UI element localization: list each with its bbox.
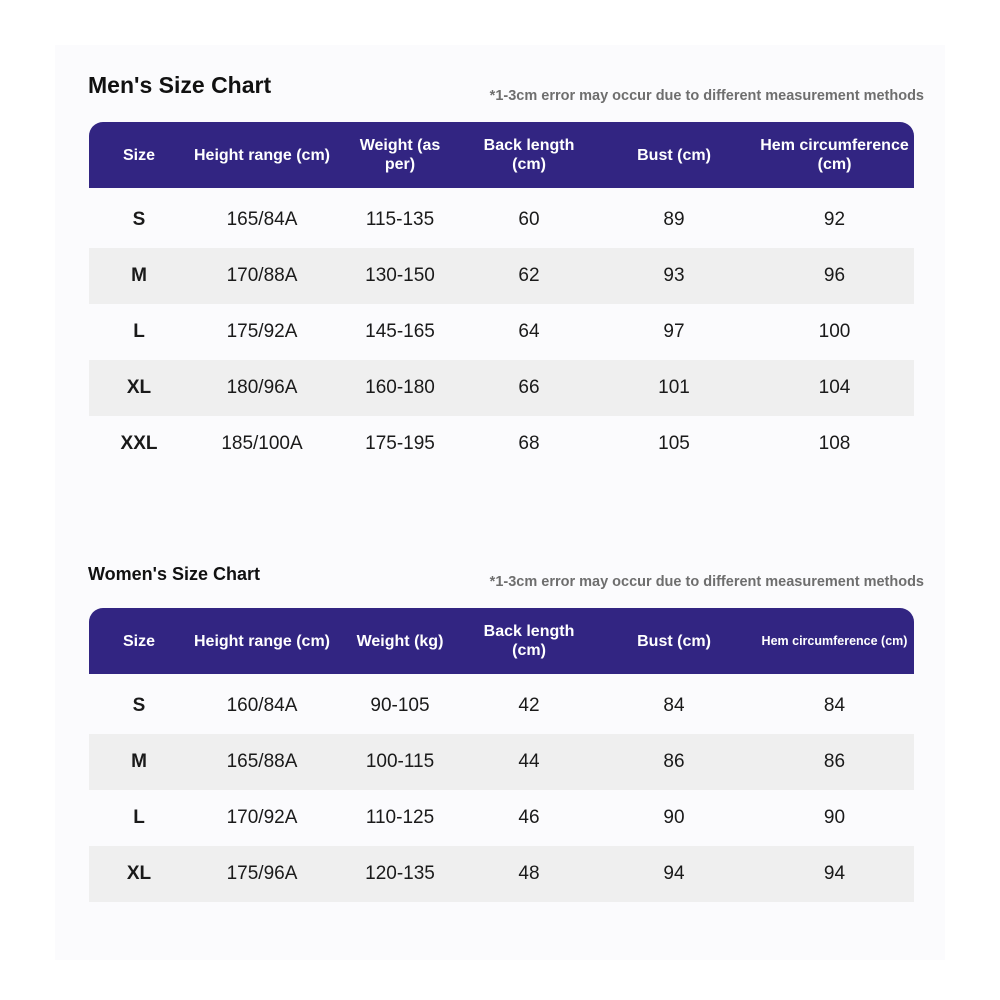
cell-size: S: [132, 695, 146, 716]
womens-chart-title: Women's Size Chart: [88, 564, 260, 584]
cell-bust: 94: [663, 863, 685, 884]
header-height-range: Height range (cm): [193, 146, 330, 164]
cell-weight: 175-195: [365, 433, 435, 454]
cell-weight: 110-125: [365, 807, 435, 828]
cell-height-range: 175/92A: [226, 321, 298, 342]
table-body: [89, 678, 914, 902]
header-back-length: Back length (cm): [483, 137, 575, 173]
cell-hem-circumference: 108: [818, 433, 851, 454]
cell-size: L: [133, 321, 145, 342]
table-header: [89, 122, 914, 188]
cell-weight: 145-165: [365, 321, 435, 342]
cell-back-length: 42: [518, 695, 540, 716]
header-hem-circumference: Hem circumference (cm): [761, 633, 908, 648]
cell-height-range: 160/84A: [226, 695, 298, 716]
cell-height-range: 175/96A: [226, 863, 298, 884]
cell-bust: 97: [663, 321, 685, 342]
cell-back-length: 60: [518, 209, 540, 230]
cell-hem-circumference: 94: [823, 863, 846, 884]
cell-back-length: 46: [518, 807, 540, 828]
cell-back-length: 62: [518, 265, 540, 286]
cell-back-length: 44: [518, 751, 540, 772]
table-row: [89, 416, 914, 472]
cell-weight: 100-115: [365, 751, 435, 772]
cell-size: XL: [126, 377, 152, 398]
cell-height-range: 185/100A: [221, 433, 303, 454]
cell-height-range: 170/88A: [226, 265, 298, 286]
womens-size-table: [89, 608, 914, 902]
cell-back-length: 48: [518, 863, 540, 884]
cell-size: M: [131, 751, 147, 772]
table-row: [89, 360, 914, 416]
cell-back-length: 68: [518, 433, 540, 454]
table-row: [89, 846, 914, 902]
cell-hem-circumference: 84: [823, 695, 846, 716]
cell-weight: 90-105: [370, 695, 430, 716]
header-height-range: Height range (cm): [193, 632, 330, 650]
cell-weight: 160-180: [365, 377, 435, 398]
table-row: [89, 304, 914, 360]
header-size: Size: [122, 632, 155, 650]
cell-weight: 115-135: [365, 209, 435, 230]
cell-size: S: [132, 209, 146, 230]
table-row: [89, 734, 914, 790]
cell-back-length: 66: [518, 377, 540, 398]
cell-bust: 93: [663, 265, 685, 286]
cell-height-range: 165/88A: [226, 751, 298, 772]
mens-chart-title: Men's Size Chart: [88, 72, 272, 98]
cell-height-range: 170/92A: [226, 807, 298, 828]
header-bust: Bust (cm): [637, 146, 711, 164]
header-hem-circumference: Hem circumference (cm): [760, 137, 909, 173]
cell-weight: 120-135: [365, 863, 435, 884]
header-weight: Weight (as per): [359, 137, 441, 173]
header-back-length: Back length (cm): [483, 623, 575, 659]
mens-size-table: [89, 122, 914, 472]
cell-hem-circumference: 92: [823, 209, 846, 230]
header-bust: Bust (cm): [637, 632, 711, 650]
cell-weight: 130-150: [365, 265, 435, 286]
cell-hem-circumference: 104: [818, 377, 851, 398]
table-row: [89, 192, 914, 248]
cell-size: M: [131, 265, 147, 286]
cell-bust: 101: [658, 377, 690, 398]
cell-size: XL: [126, 863, 152, 884]
table-row: [89, 678, 914, 734]
cell-hem-circumference: 90: [823, 807, 846, 828]
cell-hem-circumference: 86: [823, 751, 846, 772]
cell-height-range: 165/84A: [226, 209, 298, 230]
cell-bust: 90: [663, 807, 685, 828]
cell-hem-circumference: 96: [823, 265, 846, 286]
cell-bust: 105: [658, 433, 690, 454]
cell-size: L: [133, 807, 145, 828]
cell-bust: 86: [663, 751, 685, 772]
cell-bust: 89: [663, 209, 685, 230]
cell-size: XXL: [120, 433, 158, 454]
cell-hem-circumference: 100: [818, 321, 851, 342]
header-weight: Weight (kg): [356, 632, 444, 650]
table-row: [89, 790, 914, 846]
cell-height-range: 180/96A: [226, 377, 298, 398]
mens-measurement-note: *1-3cm error may occur due to different measurement methods: [489, 88, 924, 104]
table-row: [89, 248, 914, 304]
womens-measurement-note: *1-3cm error may occur due to different measurement methods: [489, 574, 924, 590]
table-header: [89, 608, 914, 674]
table-body: [89, 192, 914, 472]
header-size: Size: [122, 146, 155, 164]
cell-back-length: 64: [518, 321, 540, 342]
cell-bust: 84: [663, 695, 685, 716]
